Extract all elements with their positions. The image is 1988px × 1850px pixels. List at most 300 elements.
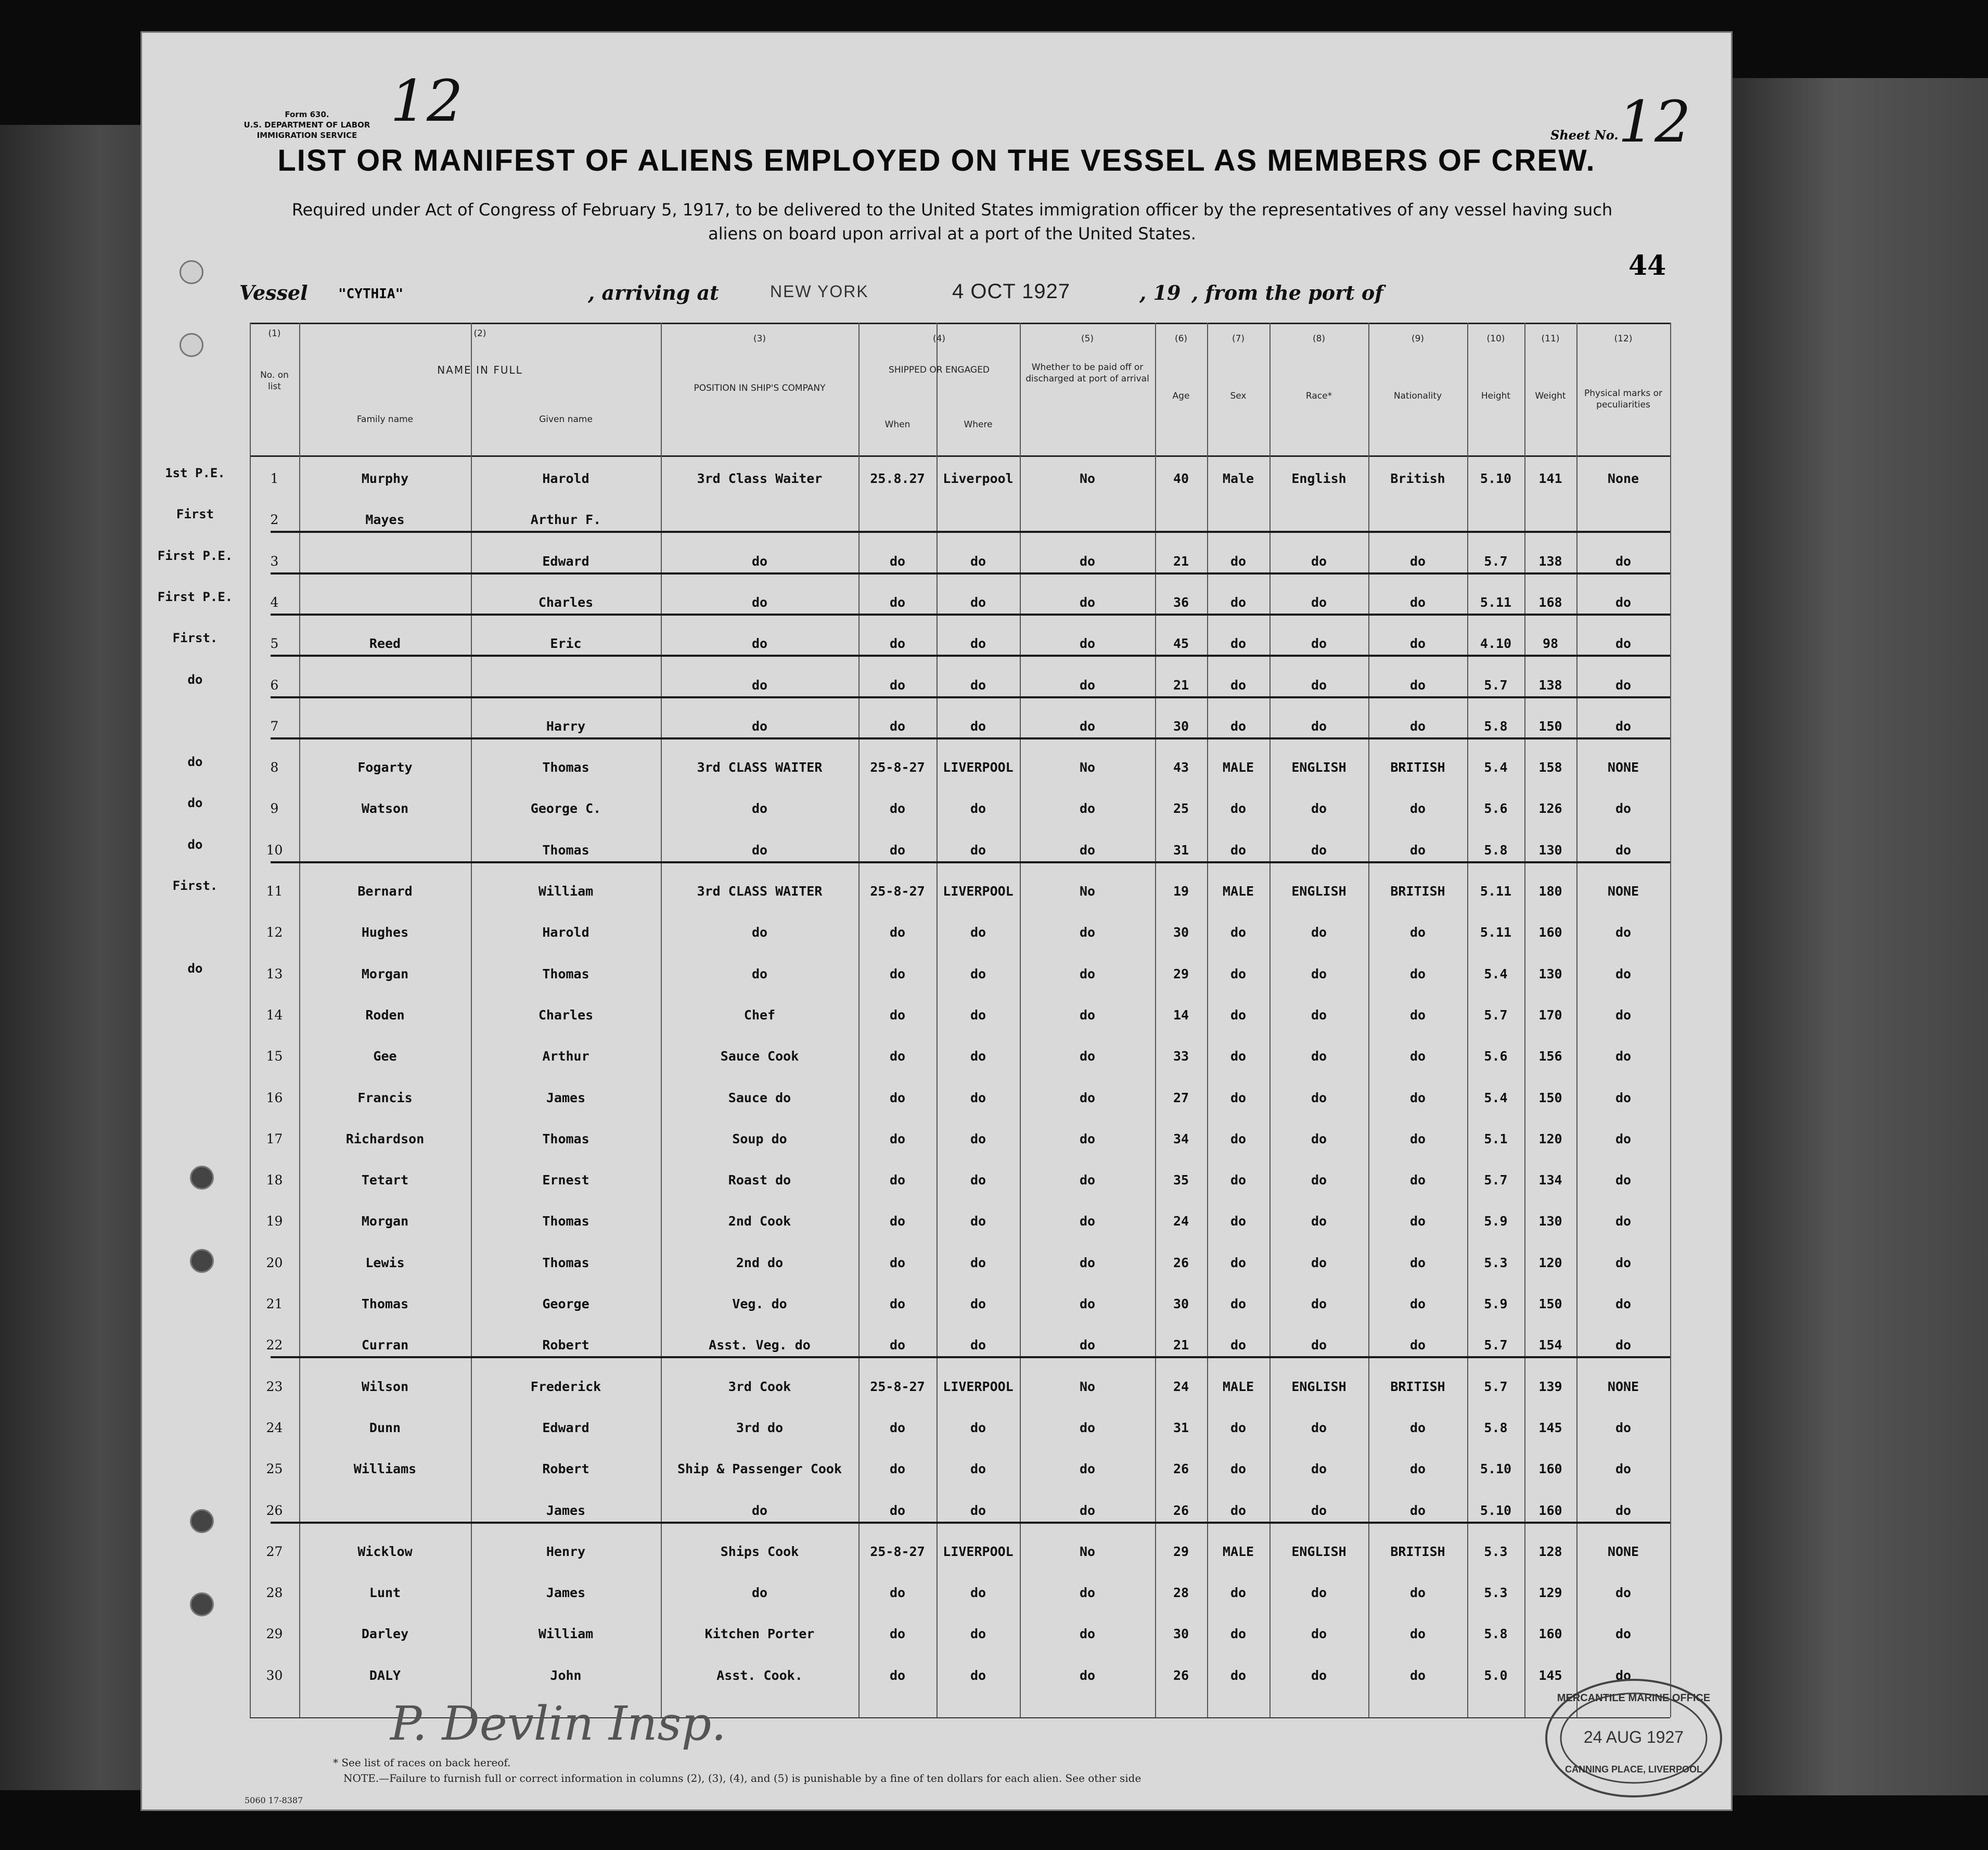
cell-physical-marks: do: [1615, 1585, 1632, 1601]
cell-height: 5.1: [1484, 1131, 1508, 1146]
cell-race: do: [1311, 1296, 1327, 1311]
cell-shipped-where: Liverpool: [943, 471, 1014, 486]
cell-nationality: do: [1409, 1131, 1426, 1146]
cell-family-name: Lewis: [365, 1255, 405, 1270]
cell-weight: 158: [1538, 760, 1562, 775]
cell-physical-marks: do: [1615, 553, 1632, 569]
cell-given-name: James: [546, 1090, 586, 1105]
margin-note: First P.E.: [157, 548, 233, 563]
rule: [250, 455, 1670, 457]
cell-shipped-where: LIVERPOOL: [943, 760, 1014, 775]
cell-nationality: do: [1409, 718, 1426, 734]
service-line: IMMIGRATION SERVICE: [256, 131, 357, 140]
cell-weight: 138: [1538, 553, 1562, 569]
cell-list-number: 4: [270, 594, 279, 610]
cell-sex: do: [1230, 1255, 1247, 1270]
cell-race: do: [1311, 966, 1327, 981]
cell-family-name: DALY: [369, 1667, 401, 1683]
form-number: Form 630.: [285, 110, 329, 119]
cell-age: 40: [1173, 471, 1189, 486]
table-row: [157, 589, 1670, 636]
rule: [1670, 323, 1671, 1717]
cell-family-name: Reed: [369, 636, 401, 652]
cell-paid-off: do: [1079, 1585, 1096, 1601]
cell-family-name: Darley: [361, 1626, 409, 1642]
cell-paid-off: do: [1079, 594, 1096, 610]
cell-given-name: Henry: [546, 1543, 586, 1559]
col-num: (5): [1081, 334, 1094, 344]
cell-sex: do: [1230, 966, 1247, 981]
cell-nationality: do: [1409, 1585, 1426, 1601]
table-row: [250, 1626, 1670, 1667]
crew-manifest-table: [157, 323, 1670, 1717]
arrival-port: NEW YORK: [770, 282, 869, 301]
cell-weight: 120: [1538, 1131, 1562, 1146]
cell-position: do: [751, 842, 768, 858]
cell-family-name: Hughes: [361, 925, 409, 940]
cell-nationality: BRITISH: [1390, 760, 1445, 775]
cell-shipped-where: do: [970, 1172, 986, 1188]
cell-given-name: Arthur: [542, 1049, 589, 1064]
cell-physical-marks: do: [1615, 1255, 1632, 1270]
cell-height: 5.3: [1484, 1543, 1508, 1559]
cell-given-name: Thomas: [542, 1214, 589, 1229]
subtitle-line-2: aliens on board upon arrival at a port of the United States.: [708, 224, 1196, 244]
cell-physical-marks: NONE: [1607, 760, 1639, 775]
punch-hole: [190, 1592, 214, 1616]
cell-paid-off: do: [1079, 1049, 1096, 1064]
page-number: 44: [1628, 250, 1666, 282]
cell-position: Asst. Veg. do: [709, 1337, 811, 1353]
table-row: [250, 719, 1670, 760]
cell-family-name: Wilson: [361, 1379, 409, 1394]
cell-weight: 129: [1538, 1585, 1562, 1601]
cell-paid-off: do: [1079, 1667, 1096, 1683]
cell-nationality: do: [1409, 925, 1426, 940]
table-row: [250, 925, 1670, 966]
cell-weight: 126: [1538, 801, 1562, 816]
cell-height: 5.7: [1484, 1337, 1508, 1353]
table-row: [250, 1544, 1670, 1585]
table-row: [250, 1049, 1670, 1090]
cell-list-number: 27: [266, 1543, 283, 1559]
cell-race: do: [1311, 553, 1327, 569]
cell-age: 29: [1173, 966, 1189, 981]
punch-hole: [190, 1509, 214, 1533]
cell-shipped-where: do: [970, 1461, 986, 1477]
cell-height: 5.8: [1484, 718, 1508, 734]
cell-height: 5.10: [1480, 1502, 1512, 1518]
cell-given-name: Thomas: [542, 760, 589, 775]
cell-sex: do: [1230, 1502, 1247, 1518]
cell-age: 36: [1173, 594, 1189, 610]
cell-shipped-where: do: [970, 1255, 986, 1270]
cell-given-name: John: [550, 1667, 582, 1683]
cell-height: 5.11: [1480, 884, 1512, 899]
cell-age: 24: [1173, 1379, 1189, 1394]
cell-given-name: Eric: [550, 636, 582, 652]
col-header-weight: Weight: [1535, 391, 1566, 401]
cell-list-number: 30: [266, 1667, 283, 1683]
cell-given-name: George C.: [530, 801, 601, 816]
cell-weight: 130: [1538, 1214, 1562, 1229]
cell-paid-off: do: [1079, 1090, 1096, 1105]
cell-sex: do: [1230, 594, 1247, 610]
cell-list-number: 9: [270, 801, 279, 816]
cell-position: Veg. do: [732, 1296, 787, 1311]
cell-position: Sauce do: [728, 1090, 791, 1105]
cell-height: 5.7: [1484, 553, 1508, 569]
cell-given-name: Frederick: [530, 1379, 601, 1394]
cell-given-name: Thomas: [542, 1131, 589, 1146]
margin-note: 1st P.E.: [165, 466, 225, 480]
col-header-shipped: SHIPPED OR ENGAGED: [889, 365, 990, 375]
cell-family-name: Thomas: [361, 1296, 409, 1311]
col-num: (11): [1541, 334, 1560, 344]
strike-through-line: [271, 737, 1670, 739]
cell-paid-off: No: [1079, 884, 1096, 899]
cell-sex: do: [1230, 677, 1247, 693]
cell-paid-off: do: [1079, 842, 1096, 858]
cell-sex: do: [1230, 1296, 1247, 1311]
cell-position: do: [751, 594, 768, 610]
cell-weight: 130: [1538, 966, 1562, 981]
cell-sex: do: [1230, 1131, 1247, 1146]
punch-hole: [190, 1249, 214, 1273]
cell-paid-off: do: [1079, 1214, 1096, 1229]
margin-note: do: [187, 755, 203, 770]
cell-given-name: Harold: [542, 925, 589, 940]
cell-list-number: 6: [270, 677, 279, 693]
cell-shipped-where: do: [970, 842, 986, 858]
cell-sex: do: [1230, 553, 1247, 569]
cell-paid-off: do: [1079, 1461, 1096, 1477]
cell-race: do: [1311, 1337, 1327, 1353]
cell-physical-marks: do: [1615, 842, 1632, 858]
margin-note: First P.E.: [157, 589, 233, 604]
col-num: (1): [268, 328, 281, 339]
cell-height: 5.3: [1484, 1255, 1508, 1270]
strike-through-line: [271, 1356, 1670, 1358]
cell-family-name: Roden: [365, 1007, 405, 1023]
cell-nationality: British: [1390, 471, 1445, 486]
table-row: [250, 1131, 1670, 1172]
cell-age: 21: [1173, 677, 1189, 693]
cell-physical-marks: do: [1615, 636, 1632, 652]
cell-given-name: Thomas: [542, 966, 589, 981]
cell-paid-off: do: [1079, 1337, 1096, 1353]
cell-paid-off: do: [1079, 1172, 1096, 1188]
cell-height: 5.6: [1484, 1049, 1508, 1064]
cell-shipped-when: 25.8.27: [870, 471, 925, 486]
cell-race: do: [1311, 1420, 1327, 1435]
cell-age: 26: [1173, 1502, 1189, 1518]
cell-position: do: [751, 966, 768, 981]
table-row: [187, 672, 1670, 719]
cell-position: Asst. Cook.: [716, 1667, 803, 1683]
cell-position: Sauce Cook: [720, 1049, 799, 1064]
cell-paid-off: No: [1079, 471, 1096, 486]
margin-note: First.: [172, 631, 218, 646]
cell-family-name: Morgan: [361, 966, 409, 981]
cell-given-name: Harry: [546, 718, 586, 734]
cell-position: Ships Cook: [720, 1543, 799, 1559]
cell-physical-marks: do: [1615, 1131, 1632, 1146]
cell-weight: 145: [1538, 1667, 1562, 1683]
cell-race: do: [1311, 1255, 1327, 1270]
cell-weight: 120: [1538, 1255, 1562, 1270]
cell-list-number: 16: [266, 1090, 283, 1105]
cell-race: do: [1311, 1626, 1327, 1642]
footnote-races: * See list of races on back hereof.: [333, 1756, 511, 1769]
cell-position: 2nd Cook: [728, 1214, 791, 1229]
col-header-race: Race*: [1305, 391, 1332, 401]
cell-sex: do: [1230, 1172, 1247, 1188]
cell-given-name: William: [538, 1626, 594, 1642]
margin-note: do: [187, 961, 203, 976]
cell-paid-off: do: [1079, 718, 1096, 734]
cell-height: 5.10: [1480, 1461, 1512, 1477]
cell-position: do: [751, 1585, 768, 1601]
cell-weight: 160: [1538, 925, 1562, 940]
cell-paid-off: do: [1079, 1626, 1096, 1642]
cell-given-name: George: [542, 1296, 589, 1311]
cell-list-number: 13: [266, 966, 283, 981]
cell-shipped-when: do: [889, 1090, 906, 1105]
col-header-when: When: [884, 419, 910, 430]
col-header-physical-marks: Physical marks or peculiarities: [1584, 388, 1663, 410]
cell-nationality: do: [1409, 1007, 1426, 1023]
cell-sex: do: [1230, 1007, 1247, 1023]
cell-age: 30: [1173, 1296, 1189, 1311]
col-header-no: No. on list: [260, 370, 289, 392]
cell-position: Kitchen Porter: [704, 1626, 815, 1642]
cell-list-number: 17: [266, 1131, 283, 1146]
cell-race: English: [1291, 471, 1346, 486]
cell-race: do: [1311, 1667, 1327, 1683]
page-title: LIST OR MANIFEST OF ALIENS EMPLOYED ON THE VESSEL AS MEMBERS OF CREW.: [277, 144, 1596, 177]
col-num: (3): [753, 334, 766, 344]
cell-nationality: do: [1409, 1461, 1426, 1477]
year-label: , 19: [1139, 281, 1181, 304]
cell-weight: 145: [1538, 1420, 1562, 1435]
margin-note: do: [187, 672, 203, 687]
cell-nationality: do: [1409, 1502, 1426, 1518]
cell-given-name: James: [546, 1585, 586, 1601]
cell-position: 3rd Class Waiter: [697, 471, 823, 486]
sheet-label: Sheet No.: [1550, 127, 1619, 143]
cell-race: do: [1311, 636, 1327, 652]
arriving-label: , arriving at: [588, 281, 719, 304]
cell-family-name: Tetart: [361, 1172, 409, 1188]
cell-list-number: 7: [270, 718, 279, 734]
cell-sex: do: [1230, 925, 1247, 940]
cell-height: 5.4: [1484, 760, 1508, 775]
col-num: (2): [473, 328, 486, 339]
cell-race: do: [1311, 1049, 1327, 1064]
cell-age: 28: [1173, 1585, 1189, 1601]
cell-physical-marks: do: [1615, 801, 1632, 816]
cell-sex: do: [1230, 1461, 1247, 1477]
table-row: [187, 961, 1670, 1007]
cell-age: 29: [1173, 1543, 1189, 1559]
table-row: [250, 1007, 1670, 1049]
cell-paid-off: do: [1079, 1131, 1096, 1146]
cell-shipped-where: do: [970, 1131, 986, 1146]
cell-age: 19: [1173, 884, 1189, 899]
cell-weight: 150: [1538, 1090, 1562, 1105]
cell-nationality: do: [1409, 1214, 1426, 1229]
cell-shipped-when: do: [889, 1502, 906, 1518]
cell-physical-marks: do: [1615, 1337, 1632, 1353]
punch-hole: [179, 260, 203, 284]
cell-shipped-when: do: [889, 925, 906, 940]
cell-race: do: [1311, 1502, 1327, 1518]
cell-height: 5.10: [1480, 471, 1512, 486]
cell-nationality: do: [1409, 1255, 1426, 1270]
cell-paid-off: No: [1079, 760, 1096, 775]
cell-height: 5.7: [1484, 1379, 1508, 1394]
cell-shipped-where: do: [970, 1090, 986, 1105]
cell-list-number: 10: [266, 842, 283, 858]
cell-race: do: [1311, 1585, 1327, 1601]
cell-paid-off: do: [1079, 1502, 1096, 1518]
cell-height: 5.4: [1484, 1090, 1508, 1105]
cell-nationality: do: [1409, 966, 1426, 981]
cell-age: 14: [1173, 1007, 1189, 1023]
cell-shipped-when: 25-8-27: [870, 760, 925, 775]
strike-through-line: [271, 655, 1670, 657]
table-row: [250, 1172, 1670, 1214]
cell-position: 3rd Cook: [728, 1379, 791, 1394]
cell-height: 5.7: [1484, 1172, 1508, 1188]
table-row: [250, 1379, 1670, 1420]
cell-list-number: 24: [266, 1420, 283, 1435]
cell-physical-marks: do: [1615, 677, 1632, 693]
cell-shipped-where: do: [970, 801, 986, 816]
scan-background-right: [1733, 78, 1988, 1795]
cell-given-name: Edward: [542, 1420, 589, 1435]
cell-nationality: BRITISH: [1390, 884, 1445, 899]
cell-family-name: Watson: [361, 801, 409, 816]
cell-list-number: 25: [266, 1461, 283, 1477]
cell-weight: 130: [1538, 842, 1562, 858]
table-row: [250, 1337, 1670, 1379]
cell-shipped-where: do: [970, 594, 986, 610]
cell-shipped-where: LIVERPOOL: [943, 1379, 1014, 1394]
margin-note: First.: [172, 878, 218, 893]
department-line: U.S. DEPARTMENT OF LABOR: [243, 120, 370, 130]
cell-shipped-where: do: [970, 1296, 986, 1311]
table-row: [250, 1255, 1670, 1296]
cell-physical-marks: do: [1615, 1172, 1632, 1188]
cell-list-number: 21: [266, 1296, 283, 1311]
cell-given-name: Thomas: [542, 1255, 589, 1270]
cell-nationality: do: [1409, 1172, 1426, 1188]
cell-list-number: 19: [266, 1214, 283, 1229]
cell-shipped-when: do: [889, 636, 906, 652]
cell-position: do: [751, 1502, 768, 1518]
cell-given-name: William: [538, 884, 594, 899]
cell-shipped-when: 25-8-27: [870, 1379, 925, 1394]
cell-physical-marks: None: [1607, 471, 1639, 486]
cell-shipped-where: do: [970, 1585, 986, 1601]
cell-given-name: Arthur F.: [530, 512, 601, 528]
cell-physical-marks: do: [1615, 1214, 1632, 1229]
cell-height: 5.3: [1484, 1585, 1508, 1601]
cell-paid-off: do: [1079, 1255, 1096, 1270]
col-header-paid-off: Whether to be paid off or discharged at port of arrival: [1025, 362, 1149, 384]
cell-list-number: 12: [266, 925, 283, 940]
cell-weight: 168: [1538, 594, 1562, 610]
cell-weight: 160: [1538, 1626, 1562, 1642]
cell-age: 45: [1173, 636, 1189, 652]
cell-sex: do: [1230, 1420, 1247, 1435]
cell-list-number: 20: [266, 1255, 283, 1270]
cell-shipped-when: do: [889, 1585, 906, 1601]
cell-family-name: Williams: [353, 1461, 417, 1477]
vessel-label: Vessel: [239, 281, 308, 304]
cell-position: do: [751, 925, 768, 940]
cell-given-name: Robert: [542, 1461, 589, 1477]
stamp-bottom-text: CANNING PLACE, LIVERPOOL: [1564, 1764, 1702, 1775]
table-row: [250, 1214, 1670, 1255]
cell-age: 21: [1173, 553, 1189, 569]
footnote-fine: NOTE.—Failure to furnish full or correct information in columns (2), (3), (4), and (5) is punishable by a fine of ten dollars for each alien. See other side: [343, 1772, 1142, 1784]
cell-family-name: Lunt: [369, 1585, 401, 1601]
cell-shipped-where: do: [970, 1626, 986, 1642]
cell-physical-marks: do: [1615, 1007, 1632, 1023]
table-row: [165, 466, 1670, 512]
cell-weight: 150: [1538, 1296, 1562, 1311]
cell-paid-off: do: [1079, 925, 1096, 940]
table-row: [172, 878, 1670, 925]
cell-given-name: Robert: [542, 1337, 589, 1353]
cell-list-number: 3: [270, 553, 279, 569]
cell-list-number: 22: [266, 1337, 283, 1353]
cell-age: 26: [1173, 1255, 1189, 1270]
cell-race: do: [1311, 842, 1327, 858]
col-header-height: Height: [1481, 391, 1511, 401]
cell-family-name: Richardson: [345, 1131, 425, 1146]
cell-race: do: [1311, 1172, 1327, 1188]
cell-family-name: Curran: [361, 1337, 409, 1353]
cell-shipped-when: do: [889, 1420, 906, 1435]
cell-nationality: BRITISH: [1390, 1379, 1445, 1394]
cell-age: 30: [1173, 925, 1189, 940]
cell-height: 4.10: [1480, 636, 1512, 652]
punch-hole: [190, 1166, 214, 1190]
cell-shipped-when: do: [889, 677, 906, 693]
cell-race: ENGLISH: [1291, 760, 1346, 775]
form-header-block: [219, 109, 395, 141]
strike-through-line: [271, 696, 1670, 698]
cell-sex: MALE: [1222, 884, 1254, 899]
cell-position: 3rd do: [736, 1420, 784, 1435]
cell-weight: 160: [1538, 1502, 1562, 1518]
cell-position: do: [751, 636, 768, 652]
cell-age: 31: [1173, 842, 1189, 858]
cell-age: 25: [1173, 801, 1189, 816]
print-code: 5060 17-8387: [245, 1795, 303, 1805]
cell-shipped-when: do: [889, 801, 906, 816]
cell-shipped-where: do: [970, 966, 986, 981]
table-row: [250, 1420, 1670, 1461]
cell-physical-marks: do: [1615, 1626, 1632, 1642]
cell-height: 5.11: [1480, 925, 1512, 940]
cell-shipped-where: LIVERPOOL: [943, 884, 1014, 899]
cell-shipped-where: LIVERPOOL: [943, 1543, 1014, 1559]
